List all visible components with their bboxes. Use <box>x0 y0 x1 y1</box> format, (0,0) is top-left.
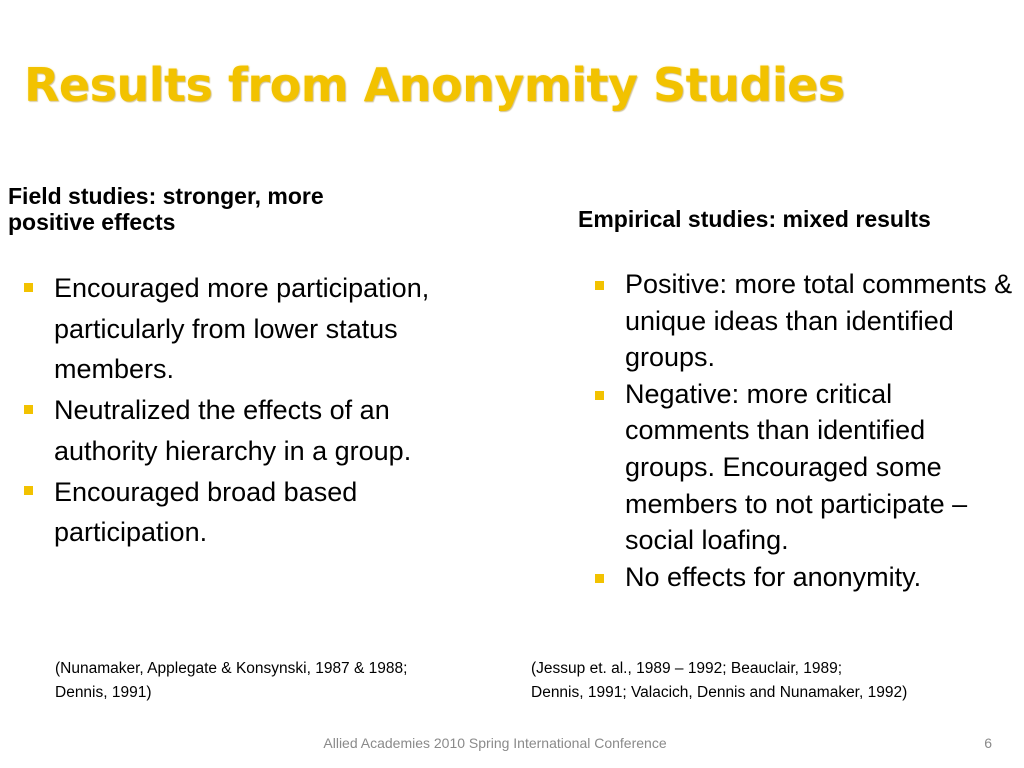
right-column-heading: Empirical studies: mixed results <box>578 206 931 232</box>
citation-line: Dennis, 1991) <box>55 684 152 701</box>
left-bullet-list <box>18 268 438 553</box>
list-item-text: Positive: more total comments & unique ideas than identified groups. <box>625 269 1013 373</box>
square-bullet-icon <box>24 486 33 495</box>
citation-line: Dennis, 1991; Valacich, Dennis and Nunamaker, 1992) <box>531 684 908 701</box>
list-item <box>589 266 1019 376</box>
square-bullet-icon <box>595 391 604 400</box>
square-bullet-icon <box>24 283 33 292</box>
citation-line: (Jessup et. al., 1989 – 1992; Beauclair, 1989; <box>531 660 843 677</box>
list-item-text: Encouraged more participation, particularly from lower status members. <box>54 273 430 385</box>
list-item <box>18 472 438 553</box>
square-bullet-icon <box>595 281 604 290</box>
square-bullet-icon <box>24 405 33 414</box>
slide-title: Results from Anonymity Studies <box>24 58 845 112</box>
square-bullet-icon <box>595 574 604 583</box>
left-column-heading: Field studies: stronger, more positive effects <box>8 183 324 235</box>
page-number: 6 <box>984 735 992 751</box>
right-citation <box>531 657 1011 705</box>
list-item <box>589 559 1019 596</box>
list-item-text: Encouraged broad based participation. <box>54 476 358 548</box>
slide-footer: Allied Academies 2010 Spring International Conference <box>323 735 667 751</box>
citation-line: (Nunamaker, Applegate & Konsynski, 1987 & 1988; <box>55 660 408 677</box>
list-item-text: Negative: more critical comments than identified groups. Encouraged some members to not participate – social loafing. <box>625 378 968 556</box>
right-bullet-list <box>589 266 1019 595</box>
list-item-text: No effects for anonymity. <box>625 561 922 592</box>
list-item <box>589 376 1019 559</box>
list-item <box>18 268 438 390</box>
list-item <box>18 390 438 471</box>
list-item-text: Neutralized the effects of an authority hierarchy in a group. <box>54 395 412 466</box>
left-citation <box>55 657 495 705</box>
